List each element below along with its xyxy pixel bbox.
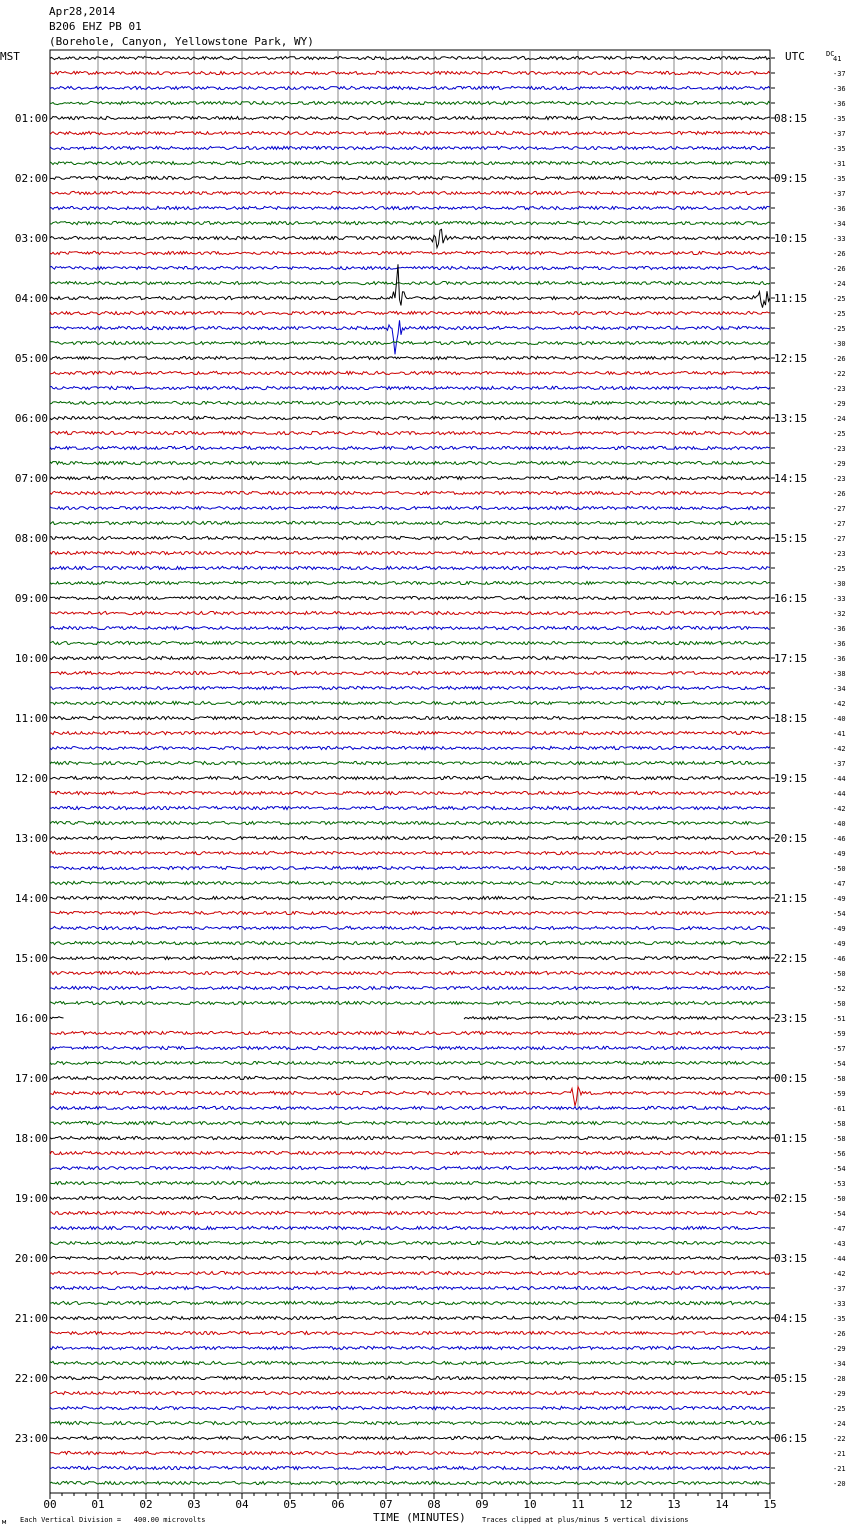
dc-offset-label: -41 xyxy=(833,730,846,738)
trace-line xyxy=(50,656,770,659)
left-hour-label: 10:00 xyxy=(14,652,48,665)
trace-line xyxy=(50,401,770,404)
dc-offset-label: -25 xyxy=(833,565,846,573)
dc-offset-label: -25 xyxy=(833,310,846,318)
left-hour-label: 07:00 xyxy=(14,472,48,485)
left-hour-label: 20:00 xyxy=(14,1252,48,1265)
dc-offset-header: DC xyxy=(826,50,835,58)
trace-line xyxy=(50,1316,770,1319)
right-hour-label: 16:15 xyxy=(774,592,808,605)
right-hour-label: 22:15 xyxy=(774,952,808,965)
right-hour-label: 14:15 xyxy=(774,472,808,485)
trace-line xyxy=(50,1087,770,1106)
left-hour-label: 22:00 xyxy=(14,1372,48,1385)
left-hour-label: 04:00 xyxy=(14,292,48,305)
trace-line xyxy=(50,551,770,554)
trace-line xyxy=(50,1196,770,1199)
trace-line xyxy=(50,229,770,247)
dc-offset-label: -26 xyxy=(833,1330,846,1338)
dc-offset-label: -30 xyxy=(833,340,846,348)
left-timezone-label: MST xyxy=(0,50,20,63)
dc-offset-label: -28 xyxy=(833,1375,846,1383)
trace-line xyxy=(50,1436,770,1439)
dc-offset-label: -47 xyxy=(833,880,846,888)
dc-offset-label: -35 xyxy=(833,145,846,153)
right-hour-label: 12:15 xyxy=(774,352,808,365)
trace-line xyxy=(50,1226,770,1229)
dc-offset-label: -37 xyxy=(833,1285,846,1293)
trace-line xyxy=(50,716,770,719)
dc-offset-label: -54 xyxy=(833,1165,846,1173)
trace-line xyxy=(50,881,770,884)
corner-mark: м xyxy=(2,1518,7,1526)
trace-line xyxy=(50,686,770,689)
trace-line xyxy=(50,341,770,344)
dc-offset-label: -54 xyxy=(833,910,846,918)
trace-line xyxy=(50,131,770,134)
trace-line xyxy=(50,596,770,599)
trace-line xyxy=(50,1181,770,1184)
left-hour-label: 11:00 xyxy=(14,712,48,725)
trace-line xyxy=(50,146,770,149)
x-tick-label: 15 xyxy=(763,1498,777,1511)
x-tick-label: 12 xyxy=(619,1498,633,1511)
trace-line xyxy=(50,731,770,734)
trace-line xyxy=(50,971,770,974)
dc-offset-label: -24 xyxy=(833,280,846,288)
trace-line xyxy=(50,941,770,944)
right-hour-label: 10:15 xyxy=(774,232,808,245)
trace-line xyxy=(50,206,770,209)
right-hour-label: 00:15 xyxy=(774,1072,808,1085)
dc-offset-label: -61 xyxy=(833,1105,846,1113)
dc-offset-label: -29 xyxy=(833,1390,846,1398)
station-code: B206 EHZ PB 01 xyxy=(49,20,142,33)
dc-offset-label: 41 xyxy=(833,55,842,63)
dc-offset-label: -33 xyxy=(833,235,846,243)
dc-offset-label: -21 xyxy=(833,1465,846,1473)
left-hour-label: 21:00 xyxy=(14,1312,48,1325)
dc-offset-label: -47 xyxy=(833,1225,846,1233)
dc-offset-label: -50 xyxy=(833,865,846,873)
trace-line xyxy=(50,1451,770,1454)
dc-offset-label: -33 xyxy=(833,595,846,603)
dc-offset-label: -49 xyxy=(833,940,846,948)
left-hour-label: 23:00 xyxy=(14,1432,48,1445)
trace-line xyxy=(50,1421,770,1424)
x-tick-label: 10 xyxy=(523,1498,537,1511)
trace-line xyxy=(50,71,770,74)
dc-offset-label: -32 xyxy=(833,610,846,618)
dc-offset-label: -59 xyxy=(833,1090,846,1098)
dc-offset-label: -51 xyxy=(833,1015,846,1023)
trace-line xyxy=(50,986,770,989)
dc-offset-label: -34 xyxy=(833,220,846,228)
trace-line xyxy=(50,1211,770,1214)
dc-offset-label: -24 xyxy=(833,1420,846,1428)
dc-offset-label: -42 xyxy=(833,805,846,813)
left-hour-label: 09:00 xyxy=(14,592,48,605)
trace-line xyxy=(50,311,770,314)
dc-offset-label: -31 xyxy=(833,160,846,168)
dc-offset-label: -36 xyxy=(833,655,846,663)
dc-offset-label: -26 xyxy=(833,250,846,258)
trace-line xyxy=(50,1301,770,1304)
x-tick-label: 13 xyxy=(667,1498,681,1511)
dc-offset-label: -44 xyxy=(833,790,846,798)
trace-line xyxy=(50,161,770,164)
trace-line xyxy=(50,1136,770,1139)
trace-line xyxy=(50,1286,770,1289)
dc-offset-label: -54 xyxy=(833,1210,846,1218)
dc-offset-label: -46 xyxy=(833,835,846,843)
dc-offset-label: -57 xyxy=(833,1045,846,1053)
trace-line xyxy=(50,626,770,629)
dc-offset-label: -23 xyxy=(833,445,846,453)
dc-offset-label: -36 xyxy=(833,205,846,213)
right-hour-label: 17:15 xyxy=(774,652,808,665)
trace-line xyxy=(50,911,770,914)
trace-line xyxy=(50,506,770,509)
dc-offset-label: -37 xyxy=(833,760,846,768)
trace-line xyxy=(50,116,770,119)
dc-offset-label: -40 xyxy=(833,820,846,828)
right-hour-label: 11:15 xyxy=(774,292,808,305)
dc-offset-label: -22 xyxy=(833,370,846,378)
dc-offset-label: -33 xyxy=(833,1300,846,1308)
dc-offset-label: -25 xyxy=(833,295,846,303)
trace-line xyxy=(50,581,770,584)
dc-offset-label: -27 xyxy=(833,505,846,513)
trace-line xyxy=(50,746,770,749)
trace-line xyxy=(50,431,770,434)
dc-offset-label: -49 xyxy=(833,850,846,858)
scale-note: Each Vertical Division = 400.00 microvolts xyxy=(20,1516,206,1524)
dc-offset-label: -29 xyxy=(833,1345,846,1353)
trace-line xyxy=(50,896,770,899)
dc-offset-label: -21 xyxy=(833,1450,846,1458)
dc-offset-label: -23 xyxy=(833,385,846,393)
trace-line xyxy=(50,356,770,359)
right-hour-label: 04:15 xyxy=(774,1312,808,1325)
x-tick-label: 03 xyxy=(187,1498,201,1511)
left-hour-label: 14:00 xyxy=(14,892,48,905)
trace-line xyxy=(50,264,770,307)
trace-line xyxy=(50,521,770,524)
dc-offset-label: -58 xyxy=(833,1120,846,1128)
right-hour-label: 05:15 xyxy=(774,1372,808,1385)
right-hour-label: 02:15 xyxy=(774,1192,808,1205)
trace-line xyxy=(50,1151,770,1154)
trace-line xyxy=(50,251,770,254)
dc-offset-label: -29 xyxy=(833,460,846,468)
dc-offset-label: -30 xyxy=(833,580,846,588)
left-hour-label: 06:00 xyxy=(14,412,48,425)
trace-line xyxy=(50,221,770,224)
trace-line xyxy=(50,1391,770,1394)
trace-line xyxy=(50,1406,770,1409)
dc-offset-label: -20 xyxy=(833,1480,846,1488)
x-tick-label: 05 xyxy=(283,1498,297,1511)
trace-line xyxy=(50,1376,770,1379)
trace-line xyxy=(50,836,770,839)
right-hour-label: 06:15 xyxy=(774,1432,808,1445)
trace-line xyxy=(50,1106,770,1109)
dc-offset-label: -37 xyxy=(833,130,846,138)
dc-offset-label: -29 xyxy=(833,400,846,408)
dc-offset-label: -52 xyxy=(833,985,846,993)
trace-line xyxy=(50,806,770,809)
left-hour-label: 08:00 xyxy=(14,532,48,545)
left-hour-label: 15:00 xyxy=(14,952,48,965)
trace-line xyxy=(50,1121,770,1124)
trace-line xyxy=(50,320,770,354)
dc-offset-label: -42 xyxy=(833,745,846,753)
right-hour-label: 15:15 xyxy=(774,532,808,545)
right-hour-label: 19:15 xyxy=(774,772,808,785)
trace-line xyxy=(50,1346,770,1349)
left-hour-label: 12:00 xyxy=(14,772,48,785)
left-hour-label: 17:00 xyxy=(14,1072,48,1085)
trace-line xyxy=(50,1061,770,1064)
trace-line xyxy=(50,776,770,779)
trace-line xyxy=(50,611,770,614)
dc-offset-label: -37 xyxy=(833,190,846,198)
right-hour-label: 18:15 xyxy=(774,712,808,725)
dc-offset-label: -22 xyxy=(833,1435,846,1443)
station-location: (Borehole, Canyon, Yellowstone Park, WY) xyxy=(49,35,314,48)
trace-line xyxy=(50,461,770,464)
dc-offset-label: -23 xyxy=(833,475,846,483)
trace-line xyxy=(50,1031,770,1034)
dc-offset-label: -36 xyxy=(833,85,846,93)
right-hour-label: 01:15 xyxy=(774,1132,808,1145)
dc-offset-label: -42 xyxy=(833,700,846,708)
left-hour-label: 19:00 xyxy=(14,1192,48,1205)
right-timezone-label: UTC xyxy=(785,50,805,63)
trace-line xyxy=(50,476,770,479)
right-hour-label: 08:15 xyxy=(774,112,808,125)
dc-offset-label: -23 xyxy=(833,550,846,558)
dc-offset-label: -24 xyxy=(833,415,846,423)
dc-offset-label: -44 xyxy=(833,1255,846,1263)
trace-line xyxy=(50,1166,770,1169)
dc-offset-label: -58 xyxy=(833,1075,846,1083)
dc-offset-label: -46 xyxy=(833,955,846,963)
x-tick-label: 08 xyxy=(427,1498,441,1511)
trace-line xyxy=(50,101,770,104)
trace-line xyxy=(50,1241,770,1245)
trace-line xyxy=(50,671,770,674)
trace-line xyxy=(50,416,770,419)
clip-note: Traces clipped at plus/minus 5 vertical divisions xyxy=(482,1516,689,1524)
right-hour-label: 20:15 xyxy=(774,832,808,845)
trace-line xyxy=(50,86,770,89)
x-tick-label: 09 xyxy=(475,1498,489,1511)
x-tick-label: 01 xyxy=(91,1498,105,1511)
trace-line xyxy=(50,1466,770,1469)
trace-line xyxy=(50,956,770,959)
trace-line xyxy=(50,371,770,374)
dc-offset-label: -25 xyxy=(833,325,846,333)
dc-offset-label: -53 xyxy=(833,1180,846,1188)
trace-line xyxy=(50,1331,770,1334)
right-hour-label: 23:15 xyxy=(774,1012,808,1025)
trace-line xyxy=(50,281,770,284)
trace-line xyxy=(50,446,770,449)
plot-date: Apr28,2014 xyxy=(49,5,116,18)
left-hour-label: 18:00 xyxy=(14,1132,48,1145)
dc-offset-label: -26 xyxy=(833,490,846,498)
dc-offset-label: -35 xyxy=(833,115,846,123)
trace-line xyxy=(50,1046,770,1049)
dc-offset-label: -50 xyxy=(833,1000,846,1008)
trace-line xyxy=(50,761,770,764)
trace-line xyxy=(50,1016,770,1019)
right-hour-label: 21:15 xyxy=(774,892,808,905)
trace-line xyxy=(50,1001,770,1004)
left-hour-label: 01:00 xyxy=(14,112,48,125)
trace-line xyxy=(50,266,770,269)
x-axis-title: TIME (MINUTES) xyxy=(373,1511,466,1524)
dc-offset-label: -59 xyxy=(833,1030,846,1038)
trace-line xyxy=(50,176,770,179)
dc-offset-label: -44 xyxy=(833,775,846,783)
dc-offset-label: -38 xyxy=(833,670,846,678)
dc-offset-label: -42 xyxy=(833,1270,846,1278)
x-tick-label: 11 xyxy=(571,1498,585,1511)
dc-offset-label: -49 xyxy=(833,895,846,903)
trace-line xyxy=(50,1076,770,1079)
right-hour-label: 13:15 xyxy=(774,412,808,425)
x-tick-label: 06 xyxy=(331,1498,345,1511)
left-hour-label: 13:00 xyxy=(14,832,48,845)
dc-offset-label: -40 xyxy=(833,715,846,723)
dc-offset-label: -35 xyxy=(833,175,846,183)
dc-offset-label: -50 xyxy=(833,1195,846,1203)
trace-line xyxy=(50,1481,770,1484)
dc-offset-label: -49 xyxy=(833,925,846,933)
dc-offset-label: -26 xyxy=(833,265,846,273)
dc-offset-label: -25 xyxy=(833,430,846,438)
trace-line xyxy=(50,701,770,704)
trace-line xyxy=(50,56,770,59)
trace-line xyxy=(50,566,770,569)
left-hour-label: 16:00 xyxy=(14,1012,48,1025)
trace-line xyxy=(50,386,770,389)
dc-offset-label: -43 xyxy=(833,1240,846,1248)
dc-offset-label: -34 xyxy=(833,1360,846,1368)
dc-offset-label: -36 xyxy=(833,640,846,648)
plot-frame xyxy=(50,50,770,1493)
trace-line xyxy=(50,191,770,194)
left-hour-label: 02:00 xyxy=(14,172,48,185)
trace-line xyxy=(50,821,770,824)
dc-offset-label: -50 xyxy=(833,970,846,978)
trace-line xyxy=(50,926,770,929)
dc-offset-label: -34 xyxy=(833,685,846,693)
dc-offset-label: -27 xyxy=(833,520,846,528)
trace-line xyxy=(50,1361,770,1364)
left-hour-label: 03:00 xyxy=(14,232,48,245)
right-hour-label: 03:15 xyxy=(774,1252,808,1265)
dc-offset-label: -37 xyxy=(833,70,846,78)
dc-offset-label: -25 xyxy=(833,1405,846,1413)
dc-offset-label: -36 xyxy=(833,625,846,633)
dc-offset-label: -58 xyxy=(833,1135,846,1143)
dc-offset-label: -27 xyxy=(833,535,846,543)
dc-offset-label: -56 xyxy=(833,1150,846,1158)
trace-line xyxy=(50,641,770,644)
trace-line xyxy=(50,851,770,854)
x-tick-label: 04 xyxy=(235,1498,249,1511)
trace-line xyxy=(50,1256,770,1259)
right-hour-label: 09:15 xyxy=(774,172,808,185)
trace-line xyxy=(50,791,770,794)
trace-line xyxy=(50,536,770,539)
trace-line xyxy=(50,491,770,494)
dc-offset-label: -26 xyxy=(833,355,846,363)
x-tick-label: 07 xyxy=(379,1498,393,1511)
dc-offset-label: -54 xyxy=(833,1060,846,1068)
dc-offset-label: -35 xyxy=(833,1315,846,1323)
x-tick-label: 02 xyxy=(139,1498,153,1511)
x-tick-label: 00 xyxy=(43,1498,57,1511)
x-tick-label: 14 xyxy=(715,1498,729,1511)
left-hour-label: 05:00 xyxy=(14,352,48,365)
trace-line xyxy=(50,1271,770,1274)
dc-offset-label: -36 xyxy=(833,100,846,108)
trace-line xyxy=(50,866,770,869)
